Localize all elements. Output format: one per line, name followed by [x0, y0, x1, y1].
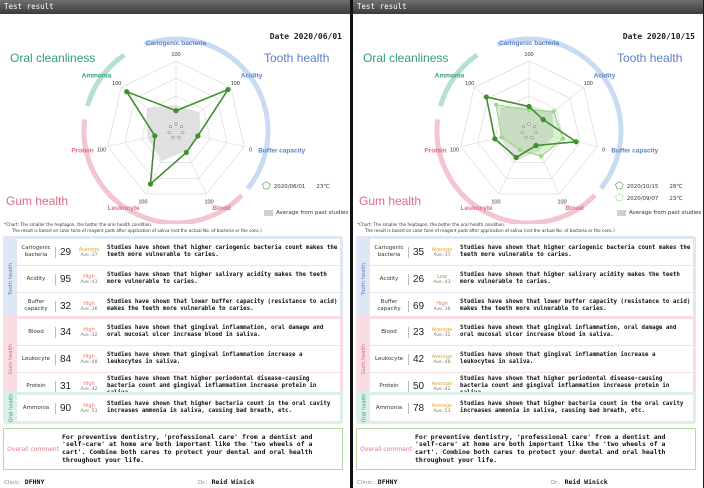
table-row: Ammonia 90 High Ave.:53 Studies have shown that higher bacteria count in the oral cavity increases ammonia in saliva, causing bad breath, etc. [17, 395, 340, 421]
tick-label: 100 [524, 51, 534, 58]
center-marker [178, 136, 181, 139]
data-point [514, 155, 519, 160]
gum-health-group [3, 316, 343, 402]
legend-average-label: Average from past studies [629, 210, 702, 216]
center-marker [531, 136, 534, 139]
tick-label: 0 [249, 147, 253, 154]
data-point [173, 108, 178, 113]
data-point [551, 109, 555, 113]
report-date: Date 2020/10/15 [622, 32, 695, 41]
legend-previous [615, 194, 683, 204]
pentagon-icon: ⬠ [615, 181, 624, 192]
tick-label: 0 [602, 147, 606, 154]
legend-average [264, 210, 348, 216]
tooth-health-title: Tooth health [617, 51, 683, 65]
axis-label: Buffer capacity [611, 147, 659, 155]
pentagon-icon: ⬠ [262, 181, 271, 192]
radar-chart [0, 14, 350, 224]
center-marker [182, 131, 185, 134]
data-point [225, 87, 230, 92]
report-window-right [353, 0, 703, 488]
comment-label: Overall comment [360, 445, 412, 453]
center-marker [172, 136, 175, 139]
table-row: Buffer capacity 32 High Ave.:36 Studies have shown that lower buffer capacity (resistance to acid) makes the teeth more vulnerable to caries. [17, 293, 340, 319]
tick-label: 100 [583, 80, 593, 87]
axis-label: Ammonia [434, 72, 465, 80]
pentagon-icon: ⬠ [615, 193, 624, 204]
tick-label: 100 [112, 80, 122, 87]
chart-note: *Chart: The smaller the heptagon, the better the oral health condition. [4, 222, 153, 227]
axis-label: Blood [565, 205, 584, 213]
gum-health-title: Gum health [359, 194, 422, 208]
tick-label: 100 [204, 199, 214, 206]
axis-label: Leukocyte [107, 205, 140, 213]
doctor-footer: Dr.: Reid Winick [198, 478, 255, 486]
comment-label: Overall comment [7, 445, 59, 453]
tooth-health-group [3, 236, 343, 322]
radar-chart [353, 14, 703, 224]
data-point [492, 136, 497, 141]
legend-average-label: Average from past studies [276, 210, 349, 216]
table-row: Buffer capacity 69 High Ave.:36 Studies have shown that lower buffer capacity (resistance to acid) makes the teeth more vulnerable to caries. [370, 293, 693, 319]
legend-temp: 28℃ [669, 184, 683, 190]
center-marker [175, 123, 178, 126]
gum-health-group [356, 316, 696, 402]
data-point [573, 139, 578, 144]
tick-label: 100 [138, 199, 148, 206]
axis-label: Blood [212, 205, 231, 213]
axis-label: Buffer capacity [258, 147, 306, 155]
comment-text: For preventive dentistry, 'professional care' from a dentist and 'self-care' at home are both important like the 'two wheels of a cart'. Combine both cares to protect your dental and oral health throughout your life. [62, 432, 313, 464]
legend-temp: 23℃ [316, 184, 330, 190]
axis-label: Protein [71, 147, 94, 155]
table-row: Acidity 26 Low Ave.:43 Studies have shown that higher salivary acidity makes the teeth more vulnerable to caries. [370, 266, 693, 292]
table-row: Leukocyte 42 Average Ave.:48 Studies have shown that gingival inflammation increase a leukocytes in saliva. [370, 346, 693, 372]
table-row: Blood 23 Average Ave.:32 Studies have shown that gingival inflammation, oral damage and oral mucosal ulcer increase blood in saliva. [370, 319, 693, 345]
category-label: Tooth health [361, 262, 367, 296]
data-point [152, 133, 157, 138]
tick-label: 100 [449, 147, 460, 154]
legend-current [615, 182, 683, 192]
oral-cleanliness-title: Oral cleanliness [363, 51, 449, 65]
axis-label: Cariogenic bacteria [498, 40, 560, 47]
chart-note-2: The result is based on color tone of reagent pads after application of saliva (not the actual No. of bacteria or the conc.) [365, 228, 615, 233]
axis-label: Acidity [593, 72, 616, 80]
legend-average [617, 210, 701, 216]
table-row: Acidity 95 High Ave.:43 Studies have shown that higher salivary acidity makes the teeth more vulnerable to caries. [17, 266, 340, 292]
data-point [561, 137, 565, 141]
data-point [484, 94, 489, 99]
report-window-left [0, 0, 350, 488]
center-marker [168, 131, 171, 134]
table-row: Protein 31 High Ave.:42 Studies have shown that higher periodontal disease-causing bacteria count and gingival inflammation increase protein in [17, 373, 340, 399]
table-row: Ammonia 78 Average Ave.:53 Studies have shown that higher bacteria count in the oral cavity increases ammonia in saliva, causing bad breath, etc. [370, 395, 693, 421]
legend-date: 2020/10/15 [626, 184, 659, 190]
table-row: Leukocyte 84 High Ave.:48 Studies have shown that gingival inflammation increase a leukocytes in saliva. [17, 346, 340, 372]
category-label: Oral health [361, 393, 367, 423]
tooth-health-title: Tooth health [264, 51, 330, 65]
legend-current [262, 182, 330, 192]
oral-health-group [3, 392, 343, 424]
data-point [494, 103, 498, 107]
axis-label: Leukocyte [460, 205, 493, 213]
data-point [184, 150, 189, 155]
data-point [124, 89, 129, 94]
center-marker [535, 131, 538, 134]
average-area [147, 105, 201, 161]
table-row: Cariogenic bacteria 29 Average Ave.:37 Studies have shown that higher cariogenic bacteria count makes the teeth more vulnerable to caries. [17, 239, 340, 265]
axis-label: Acidity [240, 72, 263, 80]
chart-note-2: The result is based on color tone of reagent pads after application of saliva (not the actual No. of bacteria or the conc.) [12, 228, 262, 233]
legend-temp: 23℃ [669, 196, 683, 202]
table-row: Blood 34 High Ave.:32 Studies have shown that gingival inflammation, oral damage and oral mucosal ulcer increase blood in saliva. [17, 319, 340, 345]
data-point [518, 148, 522, 152]
legend-date: 2020/06/01 [273, 184, 306, 190]
average-swatch [264, 210, 273, 216]
axis-label: Cariogenic bacteria [145, 40, 207, 47]
data-point [541, 117, 546, 122]
tick-label: 100 [171, 51, 181, 58]
legend-date: 2020/09/07 [626, 196, 659, 202]
data-point [500, 135, 504, 139]
gum-health-title: Gum health [6, 194, 69, 208]
overall-comment [356, 428, 696, 470]
data-point [148, 181, 153, 186]
overall-comment [3, 428, 343, 470]
axis-label: Ammonia [81, 72, 112, 80]
category-label: Tooth health [8, 262, 14, 296]
axis-label: Protein [424, 147, 447, 155]
data-point [533, 143, 538, 148]
oral-cleanliness-title: Oral cleanliness [10, 51, 96, 65]
center-marker [169, 125, 172, 128]
doctor-footer: Dr.: Reid Winick [551, 478, 608, 486]
tick-label: 100 [491, 199, 501, 206]
average-swatch [617, 210, 626, 216]
table-row: Cariogenic bacteria 35 Average Ave.:37 Studies have shown that higher cariogenic bacteria count makes the teeth more vulnerable to caries. [370, 239, 693, 265]
tick-label: 100 [96, 147, 107, 154]
category-label: Oral health [8, 393, 14, 423]
tick-label: 100 [557, 199, 567, 206]
report-date: Date 2020/06/01 [269, 32, 342, 41]
center-marker [522, 125, 525, 128]
tick-label: 100 [230, 80, 240, 87]
category-label: Gum health [8, 343, 14, 375]
category-label: Gum health [361, 343, 367, 375]
window-titlebar: Test result [0, 0, 350, 14]
comment-text: For preventive dentistry, 'professional care' from a dentist and 'self-care' at home are both important like the 'two wheels of a cart'. Combine both cares to protect your dental and oral health throughout your life. [415, 432, 666, 464]
center-marker [528, 123, 531, 126]
tooth-health-group [356, 236, 696, 322]
oral-health-group [356, 392, 696, 424]
clinic-footer: Clinic: DFHNY [4, 478, 45, 486]
data-point [526, 104, 531, 109]
clinic-footer: Clinic: DFHNY [357, 478, 398, 486]
table-row: Protein 50 Average Ave.:42 Studies have shown that higher periodontal disease-causing bacteria count and gingival inflammation increase protein in [370, 373, 693, 399]
data-point [195, 133, 200, 138]
tick-label: 100 [465, 80, 475, 87]
center-marker [533, 125, 536, 128]
center-marker [525, 136, 528, 139]
chart-note: *Chart: The smaller the heptagon, the better the oral health condition. [357, 222, 506, 227]
center-marker [180, 125, 183, 128]
center-marker [521, 131, 524, 134]
data-point [539, 154, 543, 158]
window-titlebar: Test result [353, 0, 703, 14]
